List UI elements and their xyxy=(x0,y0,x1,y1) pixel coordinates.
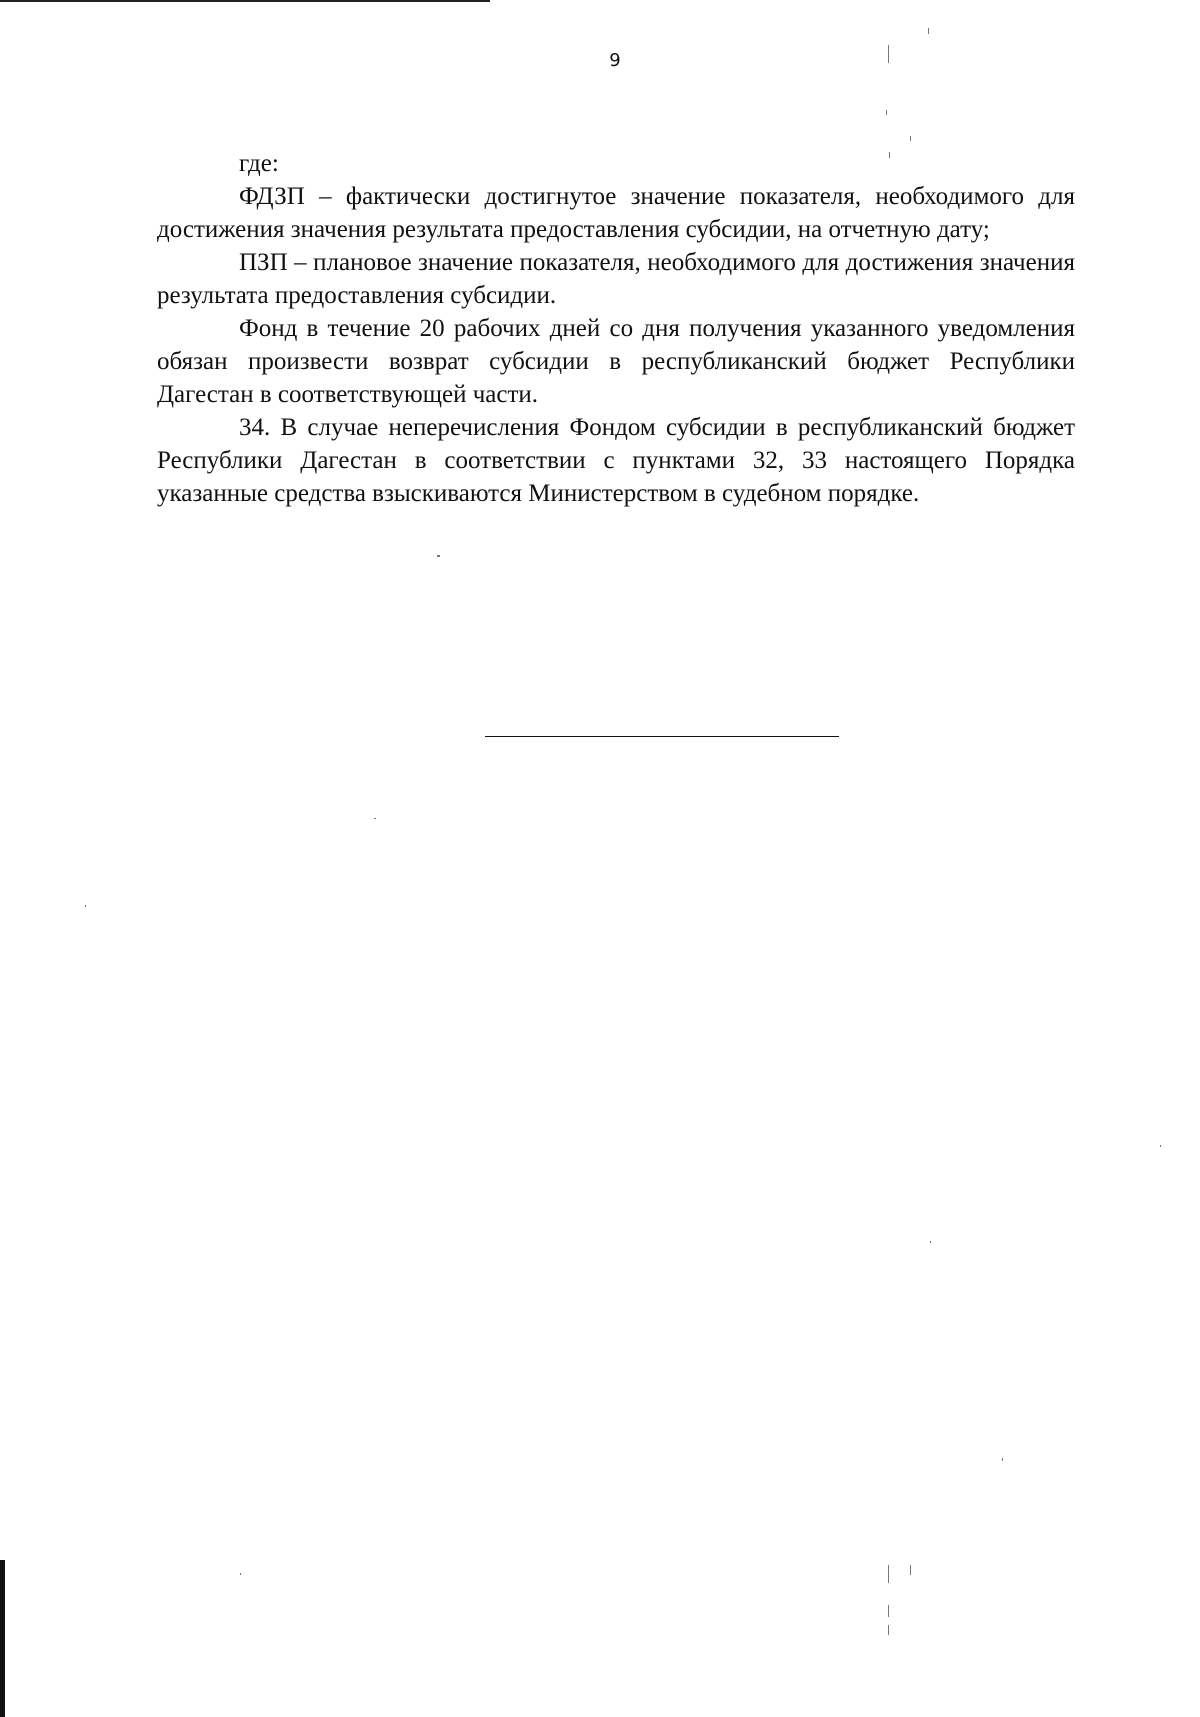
scan-speck xyxy=(928,28,929,34)
paragraph-fdzp-definition: ФДЗП – фактически достигнутое значение показателя, необходимого для достижения значения результата предоставления субсидии, на отчетную дату; xyxy=(157,183,1075,243)
paragraph-fund-return: Фонд в течение 20 рабочих дней со дня получения указанного уведомления обязан произвести возврат субсидии в республиканский бюджет Республики Дагестан в соответствующей части. xyxy=(157,315,1075,408)
scan-edge-top xyxy=(0,0,490,2)
end-of-text-rule xyxy=(485,736,839,737)
scan-speck xyxy=(1160,1145,1161,1147)
paragraph-pzp-definition: ПЗП – плановое значение показателя, необходимого для достижения значения результата предоставления субсидии. xyxy=(157,249,1075,309)
scan-speck xyxy=(240,1573,241,1575)
page-number: 9 xyxy=(609,50,621,71)
scan-speck xyxy=(910,136,911,141)
scan-speck xyxy=(888,1605,889,1617)
body-text xyxy=(157,147,1075,510)
scan-speck xyxy=(888,1625,889,1635)
scan-speck xyxy=(889,152,890,158)
scan-speck xyxy=(888,1565,889,1583)
scan-speck xyxy=(85,905,86,907)
scan-speck xyxy=(437,555,440,557)
paragraph-where: где: xyxy=(239,150,279,177)
scan-speck xyxy=(930,1241,931,1243)
scan-speck xyxy=(1002,1458,1003,1461)
scan-speck xyxy=(886,110,887,115)
paragraph-item-34: 34. В случае неперечисления Фондом субсидии в республиканский бюджет Республики Дагестан в соответствии с пунктами 32, 33 настоящего Порядка указанные средства взыскиваются Министерством в судебном порядке. xyxy=(157,414,1075,507)
scan-speck xyxy=(888,45,889,63)
scan-edge-left xyxy=(0,1560,5,1717)
scan-speck xyxy=(910,1565,911,1575)
scan-speck xyxy=(374,818,376,819)
